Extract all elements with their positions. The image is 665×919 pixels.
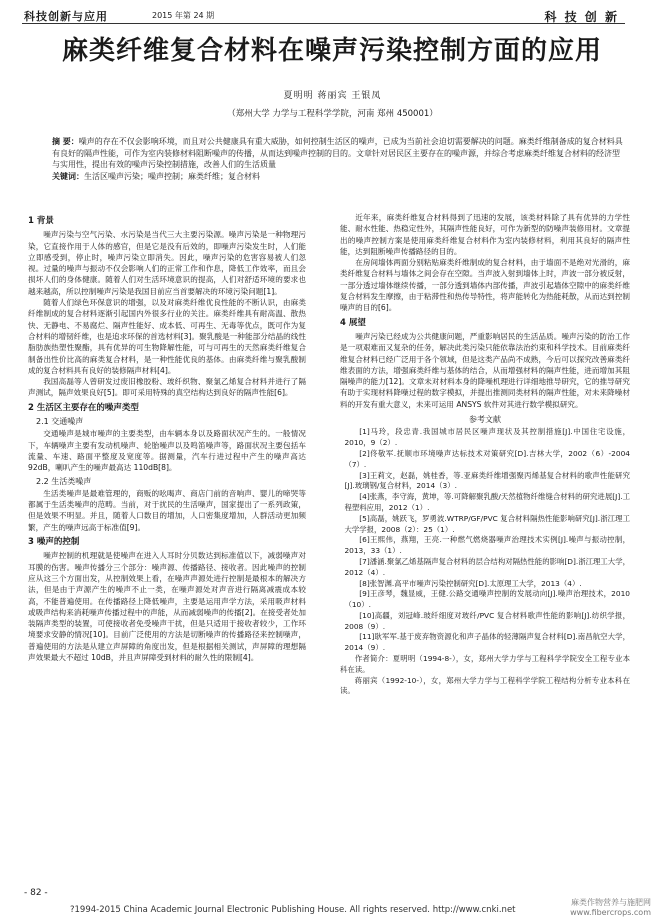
keywords-text: 生活区噪声污染；噪声控制；麻类纤维；复合材料 bbox=[84, 171, 260, 181]
reference-item: [6]王熙伟，燕翔，王亮.一种燃气燃烧器噪声治理技术实例[J].噪声与振动控制，2013，33（1）. bbox=[344, 535, 630, 556]
author-note: 作者简介：夏明明（1994-8-），女，郑州大学力学与工程科学学院安全工程专业本科在读。 bbox=[340, 654, 630, 674]
reference-item: [8]张智渊.高平市噪声污染控制研究[D].太原理工大学，2013（4）. bbox=[359, 578, 582, 588]
abstract-text: 噪声的存在不仅会影响环境，而且对公共健康具有重大威胁，如何控制生活区的噪声，已成为当前社会迫切需要解决的问题。麻类纤维制备成的复合材料具有良好的隔声性能，可作为室内装修材料阻断噪声的传播，从而达到噪声控制的目的。文章针对居民区主要存在的噪声源，并综合考虑麻类纤维复合材料的经济型与实用性，提出有效的噪声污染控制措施，改善人们的生活质量 bbox=[52, 137, 623, 169]
abstract-block bbox=[52, 136, 624, 182]
reference-item: [9]王彦琴，魏显威，王健.公路交通噪声控制的发展动向[J].噪声治理技术，2010（10）. bbox=[344, 589, 630, 610]
header-rule bbox=[22, 23, 625, 24]
reference-item: [11]耿军军.基于废弃物资源化和声子晶体的轻薄隔声复合材料[D].南昌航空大学，2014（9）. bbox=[344, 632, 630, 653]
section-heading: 4 展望 bbox=[340, 317, 366, 328]
author-note: 蒋丽宾（1992-10-），女，郑州大学力学与工程科学学院工程结构分析专业本科在读。 bbox=[340, 675, 630, 696]
reference-item: [2]佟敬军.抚顺市环境噪声达标技术对策研究[D].吉林大学，2002（6）-2004（7）. bbox=[344, 448, 630, 469]
paragraph: 交通噪声是城市噪声的主要类型，由车辆本身以及路面状况产生的。一般情况下，车辆噪声主要有发动机噪声、轮胎噪声以及鸣笛噪声等，路面状况主要包括车流量、车速、路面平整度及宽度等。据测量，汽车行进过程中产生的噪声高达 92dB，喇叭产生的噪声最高达 110dB[8]。 bbox=[28, 429, 306, 473]
section-heading: 3 噪声的控制 bbox=[28, 537, 80, 548]
watermark bbox=[570, 898, 651, 918]
reference-item: [4]张燕，李守海，黄坤，等.可降解聚乳酸/天然植物纤维缝合材料的研究进展[J].工程塑料应用，2012（1）. bbox=[344, 492, 630, 512]
reference-item: [10]高疆，刘冠峰.玻纤细度对玻纤/PVC 复合材料歌声性能的影响[J].纺织学报，2008（9）. bbox=[344, 610, 630, 631]
section-heading: 2 生活区主要存在的噪声类型 bbox=[28, 402, 139, 413]
paragraph: 噪声控制的机理就是使噪声在进入人耳时分贝数达到标准值以下，减弱噪声对耳膜的伤害。噪声传播分三个部分：噪声源、传播路径、接收者。因此噪声的控制应从这三个方面出发，从控制效果上看，在噪声声源处进行控制是最根本的解决方法，但是由于声源产生的噪声不止一类，在噪声源处对声音进行隔离减震成本较高，不能普遍使用。在传播路径上降低噪声，主要是运用声学方法，采用吸声材料或吸声结构来消耗噪声传播过程中的声能，从而减弱噪声的传播[2]。在接受者处加装隔声类型的装置，可使接收者免受噪声干扰，但是只适用于接收者较少，工作环境要求安静的情况[10]。目前广泛使用的方法是切断噪声的传播路径来控制噪声，普遍使用的方法是从建立声屏障的角度出发，但是根据相关测试，声屏障的理想隔声效果最大不超过 10dB，并且声屏障受到材料的耐久性的限制[4]。 bbox=[28, 551, 306, 662]
reference-item: [1]马玲，段忠青.我国城市居民区噪声现状及其控制措施[J].中国住宅设施，2010，9（2）. bbox=[344, 427, 630, 448]
journal-name-left: 科技创新与应用 bbox=[24, 10, 108, 23]
reference-item: [5]高磊，姚跃飞，罗勇波.WTRP/GF/PVC 复合材料隔热性能影响研究[J].浙江理工大学学报，2008（2）：25（1）. bbox=[344, 513, 630, 534]
paragraph: 噪声污染与空气污染、水污染是当代三大主要污染源。噪声污染是一种物理污染，它直接作用于人体的感官，但是它是没有后效的，即噪声污染发生时，人们能立即感受到，停止时，噪声污染立即消失。因此，噪声污染的危害容易被人们忽视。过量的噪声与振动不仅会影响人们的正常工作和作息，降低工作效率，而且会损坏人们的身体健康。随着人们对生活环境意识的提高，人们对舒适环境的要求也越来越高，所以控制噪声污染是我国目前应当首要解决的环境污染问题[1]。 bbox=[28, 230, 306, 296]
affiliation: （郑州大学 力学与工程科学学院，河南 郑州 450001） bbox=[227, 109, 438, 119]
references-heading: 参考文献 bbox=[469, 415, 501, 425]
paragraph: 我国高磊等人曾研发过废旧橡胶粉、玻纤织物、聚氯乙烯复合材料并进行了隔声测试，隔声效果良好[5]。即可采用特殊的真空结构达到良好的隔声性能[6]。 bbox=[28, 377, 306, 398]
paragraph: 随着人们绿色环保意识的增强，以及对麻类纤维优良性能的不断认识，由麻类纤维制成的复合材料逐渐引起国内外很多行业的关注。麻类纤维具有耐高温、散热快、无静电、不易腐烂、隔声性能好、成本低、可再生、无毒等优点，既可作为复合材料的增韧纤维，也是追求环保的首选材料[3]。聚乳酸是一种能部分结晶的线性脂肪族热塑性聚酯，具有优异的可生物降解性能，可与可再生的天然麻类纤维复合制备出性价比高的麻类复合材料，是一种性能优良的基体。由麻类纤维与聚乳酸制成的复合材料具有良好的装修隔声材料[4]。 bbox=[28, 298, 306, 375]
paragraph: 生活类噪声是最难管理的，商贩的吆喝声、商店门前的音响声、婴儿的啼哭等都属于生活类噪声的范畴。当前，对于扰民的生活噪声，国家提出了一系列政策，但是效果不明显。并且，随着人口数目的增加，人口密集度增加，人群活动更加频繁，产生的噪声远高于标准值[9]。 bbox=[28, 488, 306, 532]
left-column bbox=[28, 212, 306, 663]
section-heading: 1 背景 bbox=[28, 216, 54, 226]
issue-label: 2015 年第 24 期 bbox=[152, 11, 215, 20]
reference-item: [3]王莉文，赵磊，姚桂香，等.亚麻类纤维增强聚丙烯基复合材料的歌声性能研究[J].玻璃钢/复合材料，2014（3）. bbox=[344, 470, 630, 491]
abstract-label: 摘 要： bbox=[52, 137, 79, 146]
copyright-line: ?1994-2015 China Academic Journal Electronic Publishing House. All rights reserved. http://www.cnki.net bbox=[70, 905, 516, 915]
reference-item: [7]潘涵.聚氯乙烯基隔声复合材料的层合结构对隔热性能的影响[D].浙江理工大学，2012（4）. bbox=[344, 556, 630, 577]
reference-list bbox=[340, 427, 630, 654]
right-column bbox=[340, 212, 630, 697]
journal-name-right: 科 技 创 新 bbox=[544, 10, 619, 24]
subsection-heading: 2.1 交通噪声 bbox=[36, 417, 84, 427]
paragraph: 近年来，麻类纤维复合材料得到了迅速的发展，该类材料除了具有优异的力学性能、耐水性能、热稳定性外，其隔声性能良好，可作为新型的防噪声装修用材。文章提出的噪声控制方案是使用麻类纤维复合材料作为室内装修材料，利用其良好的隔声性能，达到阻断噪声传播路径的目的。 bbox=[340, 213, 630, 256]
author-list: 夏明明 蒋丽宾 王银凤 bbox=[283, 91, 382, 101]
watermark-url: www.fibercrops.com bbox=[570, 908, 651, 917]
keywords-label: 关键词： bbox=[52, 171, 84, 181]
paragraph: 在房间墙体两面分别粘贴麻类纤维制成的复合材料，由于墙面不是绝对光滑的，麻类纤维复合材料与墙体之间会存在空隙。当声波入射到墙体上时，声波一部分被反射，一部分透过墙体继续传播，一部分透到墙体内部传播，声波引起墙体空隙中的麻类纤维复合材料发生摩擦，由于粘滞性和热传导特性，将声能转化为热能耗散，从而达到控制噪声的目的[6]。 bbox=[340, 258, 630, 313]
paragraph: 噪声污染已经成为公共健康问题，严重影响居民的生活品质。噪声污染的防治工作是一项艰难而又复杂的任务，解决此类污染只能依靠法治约束和科学技术。目前麻类纤维复合材料已经广泛用于各个领域，但是这类产品尚不成熟，今后可以探究改善麻类纤维表面的方法，增强麻类纤维与基体的结合，从而增强材料的隔声性能，进而增加其阻隔噪声的能力[12]。文章未对材料本身的降噪机理进行详细地推导研究，它的推导研究有助于实现材料降噪过程的数字模拟，并提出推测同类材料的隔声性能，对未来降噪材料的开发有重大意义，未来可运用 ANSYS 软件对其进行数学模拟研究。 bbox=[340, 331, 630, 409]
article-title: 麻类纤维复合材料在噪声污染控制方面的应用 bbox=[61, 36, 602, 66]
subsection-heading: 2.2 生活类噪声 bbox=[36, 476, 92, 486]
page-number: - 82 - bbox=[24, 888, 48, 898]
watermark-cn: 麻类作物营养与施肥网 bbox=[571, 898, 651, 907]
